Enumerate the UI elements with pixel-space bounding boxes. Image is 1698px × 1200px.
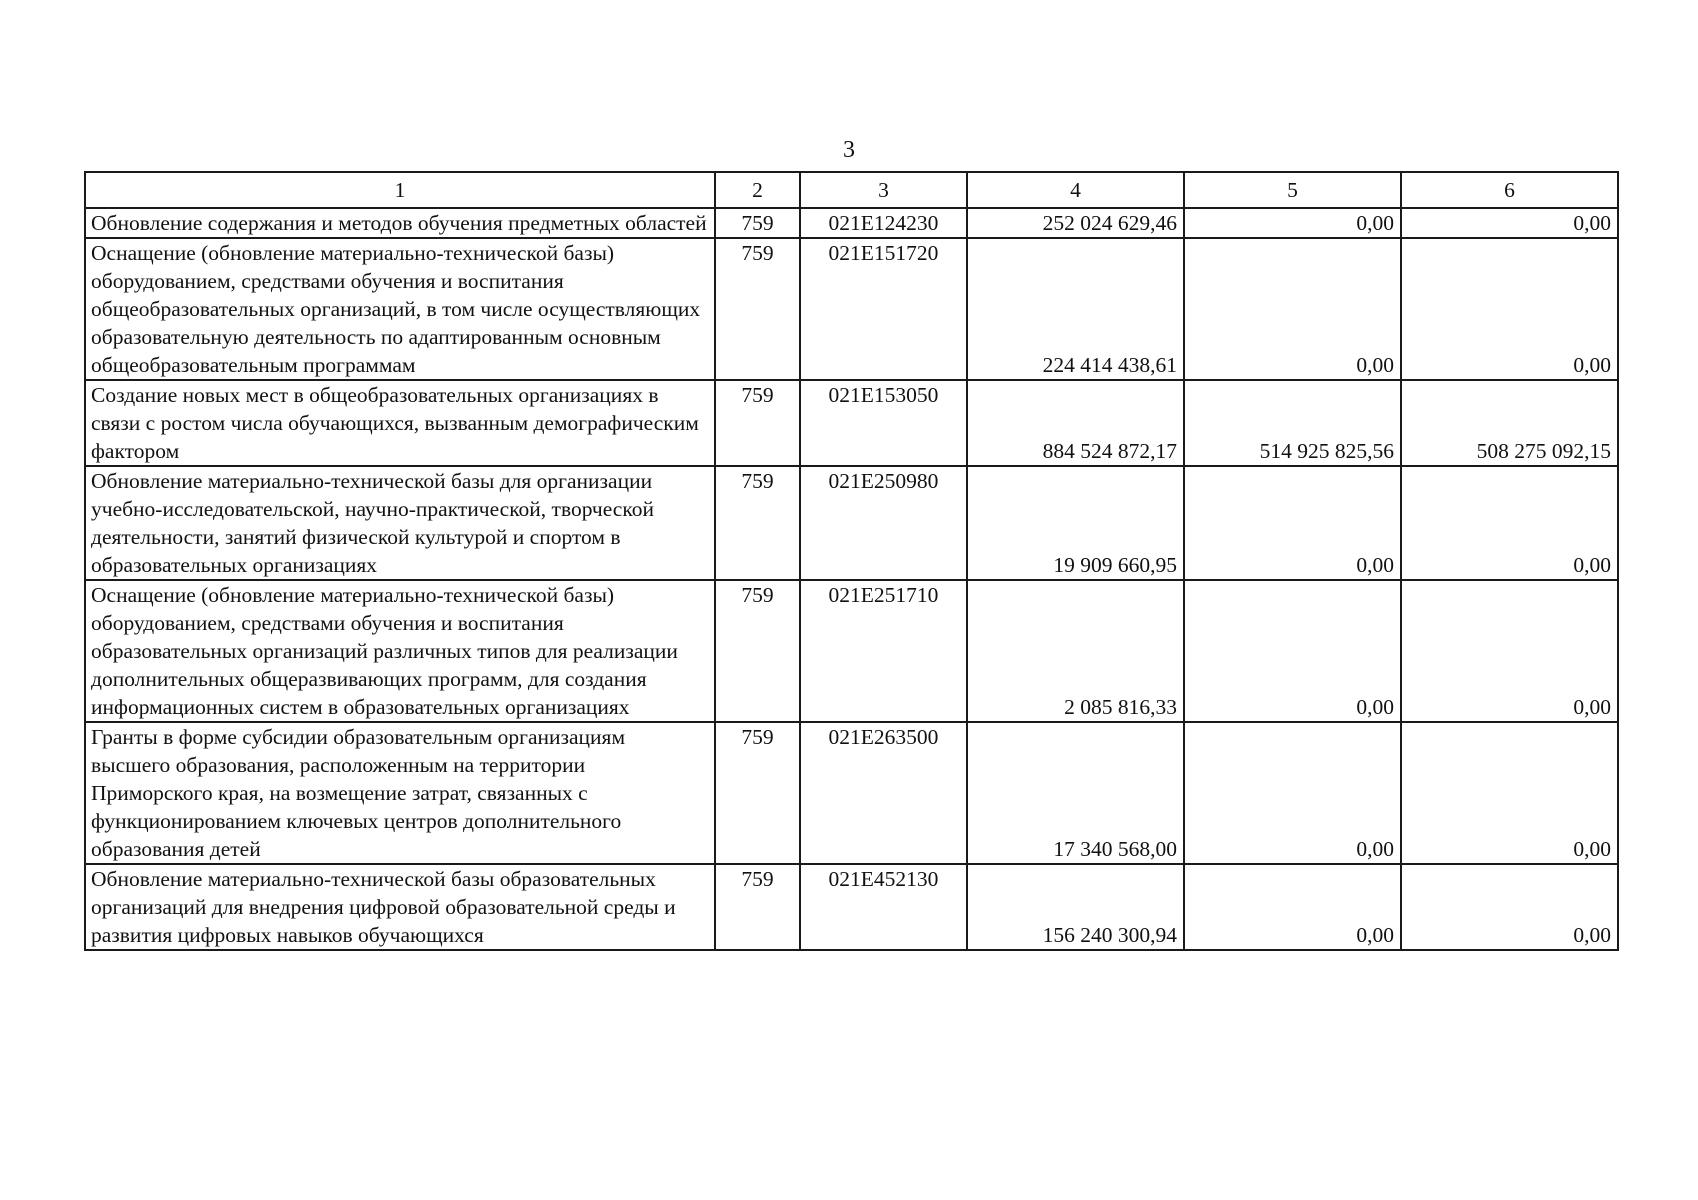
- row-amount-col5: 0,00: [1184, 580, 1401, 722]
- budget-table: [84, 171, 1619, 951]
- row-grbs-code: 759: [715, 238, 800, 380]
- row-amount-col4: 156 240 300,94: [967, 864, 1184, 950]
- row-budget-code: 021E153050: [800, 380, 967, 466]
- row-name: Создание новых мест в общеобразовательных организациях в связи с ростом числа обучающихся, вызванным демографическим фактором: [85, 380, 715, 466]
- row-amount-col6: 0,00: [1401, 238, 1618, 380]
- table-row: [85, 722, 1618, 864]
- row-amount-col4: 2 085 816,33: [967, 580, 1184, 722]
- row-grbs-code: 759: [715, 380, 800, 466]
- row-amount-col4: 224 414 438,61: [967, 238, 1184, 380]
- table-row: [85, 466, 1618, 580]
- row-amount-col6: 0,00: [1401, 580, 1618, 722]
- row-amount-col4: 19 909 660,95: [967, 466, 1184, 580]
- row-name: Оснащение (обновление материально-технической базы) оборудованием, средствами обучения и воспитания образовательных организаций различных типов для реализации дополнительных общеразвивающих программ, для создания информационных систем в образовательных организациях: [85, 580, 715, 722]
- header-cell-1: 1: [85, 172, 715, 208]
- row-amount-col6: 508 275 092,15: [1401, 380, 1618, 466]
- row-amount-col4: 17 340 568,00: [967, 722, 1184, 864]
- header-cell-5: 5: [1184, 172, 1401, 208]
- table-row: [85, 864, 1618, 950]
- table-row: [85, 380, 1618, 466]
- row-amount-col4: 252 024 629,46: [967, 208, 1184, 238]
- row-name: Оснащение (обновление материально-технической базы) оборудованием, средствами обучения и воспитания общеобразовательных организаций, в том числе осуществляющих образовательную деятельность по адаптированным основным общеобразовательным программам: [85, 238, 715, 380]
- row-grbs-code: 759: [715, 580, 800, 722]
- row-amount-col5: 0,00: [1184, 238, 1401, 380]
- header-row: [85, 172, 1618, 208]
- row-amount-col6: 0,00: [1401, 208, 1618, 238]
- page-number: 3: [843, 137, 855, 163]
- row-budget-code: 021E263500: [800, 722, 967, 864]
- row-budget-code: 021E250980: [800, 466, 967, 580]
- row-budget-code: 021E151720: [800, 238, 967, 380]
- row-budget-code: 021E124230: [800, 208, 967, 238]
- row-amount-col5: 0,00: [1184, 722, 1401, 864]
- row-budget-code: 021E452130: [800, 864, 967, 950]
- row-grbs-code: 759: [715, 466, 800, 580]
- row-amount-col5: 514 925 825,56: [1184, 380, 1401, 466]
- table-row: [85, 580, 1618, 722]
- row-name: Гранты в форме субсидии образовательным организациям высшего образования, расположенным на территории Приморского края, на возмещение затрат, связанных с функционированием ключевых центров дополнительного образования детей: [85, 722, 715, 864]
- row-grbs-code: 759: [715, 864, 800, 950]
- row-grbs-code: 759: [715, 722, 800, 864]
- row-name: Обновление материально-технической базы для организации учебно-исследовательской, научно-практической, творческой деятельности, занятий физической культурой и спортом в образовательных организациях: [85, 466, 715, 580]
- row-amount-col5: 0,00: [1184, 208, 1401, 238]
- header-cell-4: 4: [967, 172, 1184, 208]
- row-amount-col6: 0,00: [1401, 722, 1618, 864]
- row-amount-col6: 0,00: [1401, 466, 1618, 580]
- table-row: [85, 238, 1618, 380]
- row-amount-col6: 0,00: [1401, 864, 1618, 950]
- row-amount-col4: 884 524 872,17: [967, 380, 1184, 466]
- header-cell-2: 2: [715, 172, 800, 208]
- row-name: Обновление материально-технической базы образовательных организаций для внедрения цифровой образовательной среды и развития цифровых навыков обучающихся: [85, 864, 715, 950]
- header-cell-3: 3: [800, 172, 967, 208]
- row-grbs-code: 759: [715, 208, 800, 238]
- row-amount-col5: 0,00: [1184, 466, 1401, 580]
- header-cell-6: 6: [1401, 172, 1618, 208]
- row-budget-code: 021E251710: [800, 580, 967, 722]
- row-amount-col5: 0,00: [1184, 864, 1401, 950]
- row-name: Обновление содержания и методов обучения предметных областей: [85, 208, 715, 238]
- table-row: [85, 208, 1618, 238]
